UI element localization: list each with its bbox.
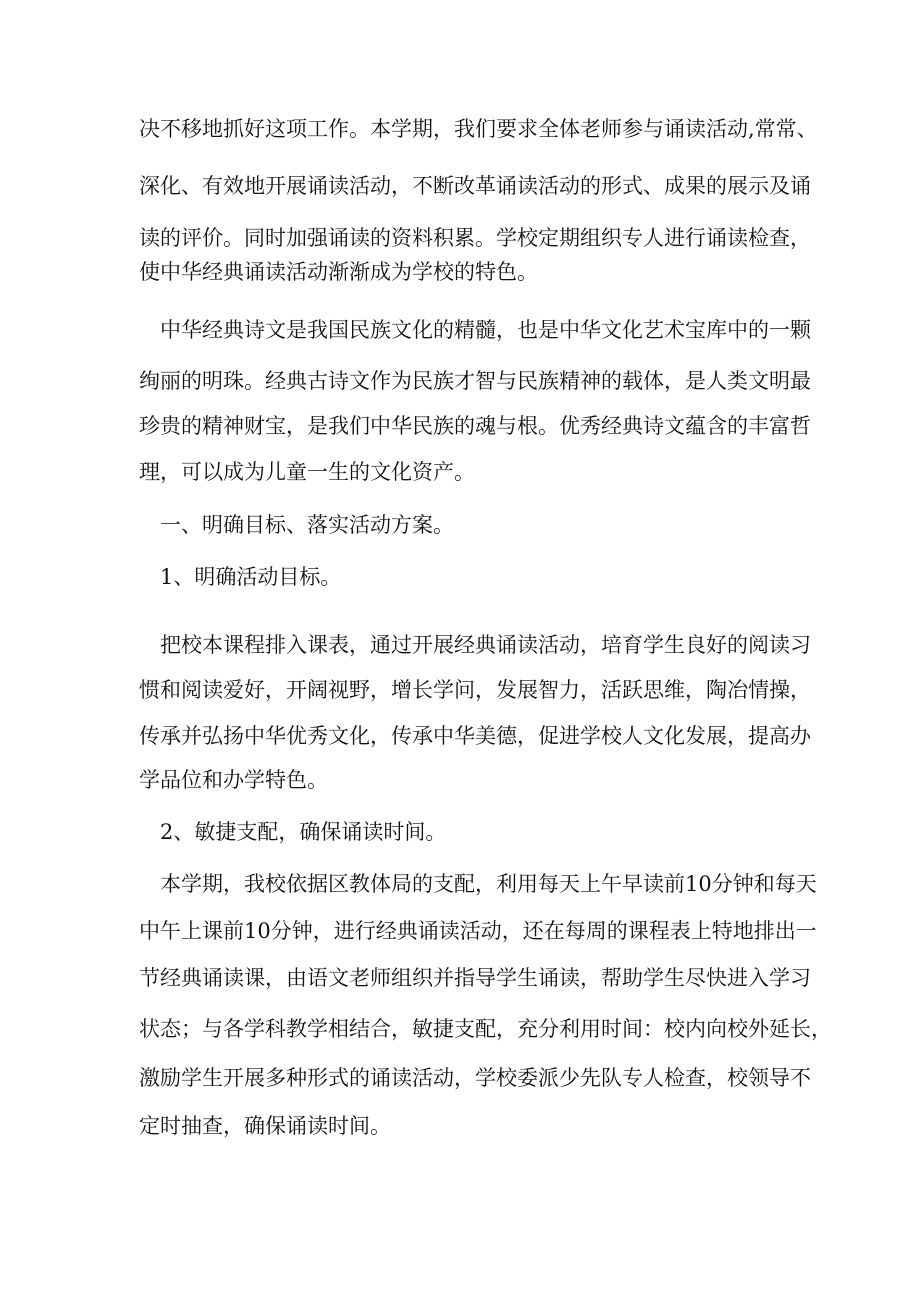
text-line: 传承并弘扬中华优秀文化，传承中华美德，促进学校人文化发展，提高办 [139, 724, 811, 748]
text-line: 本学期，我校依据区教体局的支配，利用每天上午早读前10分钟和每天 [160, 872, 817, 896]
text-line: 决不移地抓好这项工作。本学期，我们要求全体老师参与诵读活动,常常、 [139, 117, 818, 141]
text-line: 深化、有效地开展诵读活动，不断改革诵读活动的形式、成果的展示及诵 [139, 174, 811, 198]
text-line: 惯和阅读爱好，开阔视野，增长学问，发展智力，活跃思维，陶冶情操， [139, 678, 811, 702]
text-line: 使中华经典诵读活动渐渐成为学校的特色。 [139, 260, 538, 284]
text-line: 中午上课前10分钟，进行经典诵读活动，还在每周的课程表上特地排出一 [139, 919, 817, 943]
text-line: 2、敏捷支配，确保诵读时间。 [160, 820, 447, 844]
text-line: 状态；与各学科教学相结合，敏捷支配，充分利用时间：校内向校外延长， [139, 1017, 832, 1041]
text-line: 节经典诵读课，由语文老师组织并指导学生诵读，帮助学生尽快进入学习 [139, 966, 811, 990]
text-line: 1、明确活动目标。 [160, 565, 342, 589]
text-line: 读的评价。同时加强诵读的资料积累。学校定期组织专人进行诵读检查， [139, 226, 811, 250]
text-line: 中华经典诗文是我国民族文化的精髓，也是中华文化艺术宝库中的一颗 [160, 318, 811, 342]
text-line: 把校本课程排入课表，通过开展经典诵读活动，培育学生良好的阅读习 [160, 633, 811, 657]
text-line: 定时抽查，确保诵读时间。 [139, 1114, 391, 1138]
text-line: 激励学生开展多种形式的诵读活动，学校委派少先队专人检查，校领导不 [139, 1066, 811, 1090]
text-line: 理，可以成为儿童一生的文化资产。 [139, 460, 475, 484]
text-line: 学品位和办学特色。 [139, 768, 328, 792]
text-line: 一、明确目标、落实活动方案。 [160, 513, 454, 537]
text-line: 珍贵的精神财宝，是我们中华民族的魂与根。优秀经典诗文蕴含的丰富哲 [139, 414, 811, 438]
text-line: 绚丽的明珠。经典古诗文作为民族才智与民族精神的载体，是人类文明最 [139, 369, 811, 393]
